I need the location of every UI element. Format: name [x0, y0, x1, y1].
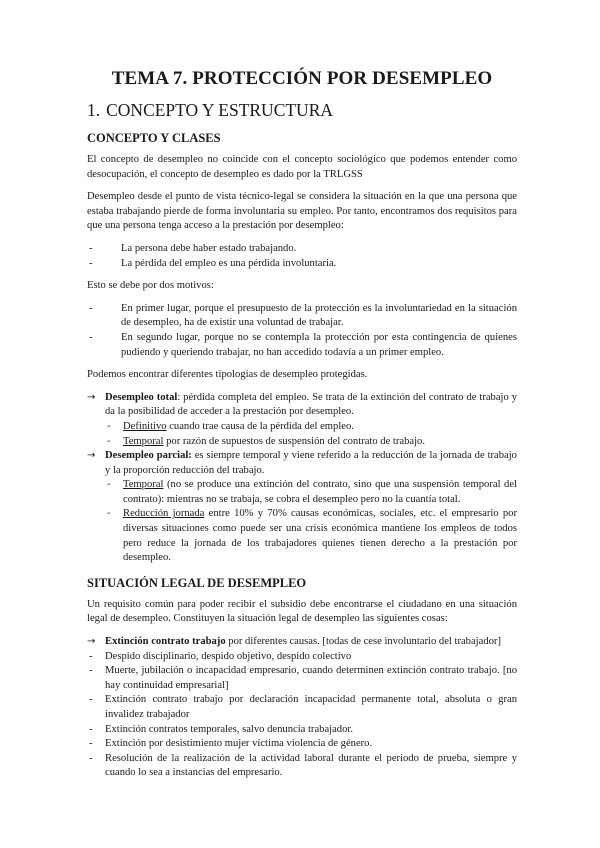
list-item: - La pérdida del empleo es una pérdida involuntaria.	[87, 257, 517, 272]
list-item: - Extinción contratos temporales, salvo denuncia trabajador.	[87, 723, 517, 738]
dash-marker: -	[89, 257, 93, 269]
dash-marker: -	[89, 665, 93, 677]
dash-marker: -	[107, 435, 111, 447]
dash-marker: -	[89, 723, 93, 735]
sublist	[105, 420, 517, 449]
requirements-list	[87, 242, 517, 271]
section-title-text: CONCEPTO Y ESTRUCTURA	[106, 100, 334, 120]
list-item: - Extinción por desistimiento mujer víctima violencia de género.	[87, 737, 517, 752]
section-title	[87, 99, 517, 121]
sublist-item: - Temporal por razón de supuestos de suspensión del contrato de trabajo.	[105, 435, 517, 450]
list-item-desempleo-parcial: → Desempleo parcial: es siempre temporal y viene referido a la reducción de la jornada de trabajo y la proporción reducción del trabajo. - Temporal (no se produce una extinción del contrato, sino que una suspensión temporal del contrato): mientras no se trabaja, se cobra el desempleo pero no la cuantía total. - Reducción jornada entre 10% y 70% causas económicas, sociales, etc. el empresario por diversas situaciones como puede ser una crisis económica mantiene los empleos de todos pero reduce la jornada de los trabajadores quienes tienen derecho a la prestación por desempleo.	[87, 449, 517, 566]
document-title: TEMA 7. PROTECCIÓN POR DESEMPLEO	[111, 68, 493, 89]
dash-marker: -	[89, 331, 93, 343]
dash-marker: -	[89, 694, 93, 706]
paragraph: Un requisito común para poder recibir el subsidio debe encontrarse el ciudadano en una situación legal de desempleo. Constituyen la situación legal de desempleo las siguientes cosas:	[87, 598, 517, 625]
list-item: - Resolución de la realización de la actividad laboral durante el periodo de prueba, siempre y cuando lo sea a instancias del empresario.	[89, 752, 517, 779]
dash-marker: -	[107, 508, 111, 520]
list-item: - Muerte, jubilación o incapacidad empresario, cuando determinen extinción contrato trabajo. [no hay continuidad empresarial]	[89, 665, 517, 691]
section-number: 1.	[87, 100, 101, 120]
arrow-icon: →	[87, 636, 96, 648]
list-item: - Despido disciplinario, despido objetivo, despido colectivo	[87, 650, 517, 665]
dash-marker: -	[89, 752, 93, 764]
dash-marker: -	[89, 650, 93, 662]
list-item: - Extinción contrato trabajo por declaración incapacidad permanente total, absoluta o gran invalidez trabajador	[89, 694, 517, 720]
dash-marker: -	[107, 479, 111, 491]
paragraph: Podemos encontrar diferentes tipologías de desempleo protegidas.	[87, 369, 368, 381]
paragraph: Desempleo desde el punto de vista técnico-legal se considera la situación en la que una persona que estaba trabajando pierde de forma involuntaria su empleo. Por tanto, encontramos dos requisitos para que una persona tenga acceso a la prestación por desempleo:	[87, 191, 517, 232]
list-item-lead: → Extinción contrato trabajo por diferentes causas. [todas de cese involuntario del trabajador]	[87, 635, 517, 650]
list-item: - La persona debe haber estado trabajando.	[87, 242, 517, 257]
document-page	[87, 68, 517, 789]
paragraph: El concepto de desempleo no coincide con el concepto sociológico que podemos entender como desocupación, el concepto de desempleo es dado por la TRLGSS	[87, 154, 517, 180]
sublist	[105, 478, 517, 566]
types-list	[87, 391, 517, 566]
list-item-desempleo-total: → Desempleo total: pérdida completa del empleo. Se trata de la extinción del contrato de trabajo y da la posibilidad de acceder a la prestación por desempleo. - Definitivo cuando trae causa de la pérdida del empleo. - Temporal por razón de supuestos de suspensión del contrato de trabajo.	[87, 391, 517, 449]
list-item: - En primer lugar, porque el presupuesto de la protección es la involuntariedad en la situación de desempleo, ha de existir una voluntad de trabajar.	[89, 302, 517, 329]
legal-situations-list	[87, 635, 517, 781]
dash-marker: -	[89, 738, 93, 750]
arrow-icon: →	[87, 450, 96, 462]
dash-marker: -	[89, 302, 93, 314]
reasons-list	[87, 302, 517, 360]
subsection-heading-concepto: CONCEPTO Y CLASES	[87, 131, 221, 145]
dash-marker: -	[89, 242, 93, 254]
arrow-icon: →	[87, 391, 96, 403]
list-item: - En segundo lugar, porque no se contempla la protección por esta contingencia de quienes pudiendo y queriendo trabajar, no han accedido todavía a un primer empleo.	[89, 331, 517, 358]
sublist-item: - Reducción jornada entre 10% y 70% causas económicas, sociales, etc. el empresario por diversas situaciones como puede ser una crisis económica mantiene los empleos de todos pero reduce la jornada de los trabajadores quienes tienen derecho a la prestación por desempleo.	[107, 508, 518, 564]
sublist-item: - Definitivo cuando trae causa de la pérdida del empleo.	[105, 420, 517, 435]
dash-marker: -	[107, 420, 111, 432]
sublist-item: - Temporal (no se produce una extinción del contrato, sino que una suspensión temporal del contrato): mientras no se trabaja, se cobra el desempleo pero no la cuantía total.	[107, 479, 517, 505]
subsection-heading-situacion-legal: SITUACIÓN LEGAL DE DESEMPLEO	[87, 575, 307, 590]
paragraph: Esto se debe por dos motivos:	[87, 280, 214, 292]
